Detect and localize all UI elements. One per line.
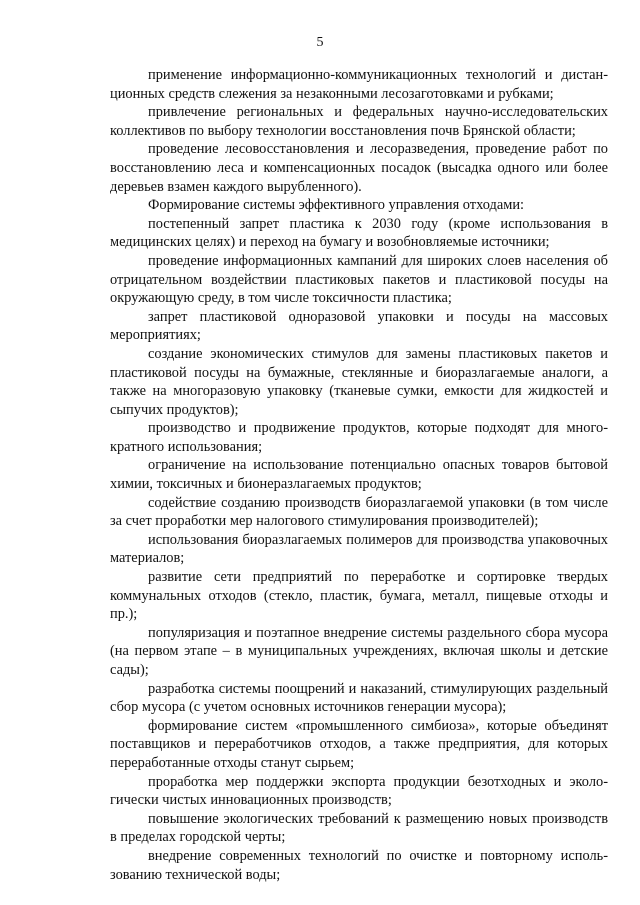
paragraph: производство и продвижение продуктов, которые подходят для многократного использования;: [110, 420, 608, 455]
paragraph: проработка мер поддержки экспорта продукции безотходных и экологически чистых инновационных производств;: [110, 773, 608, 809]
paragraph: запрет пластиковой одноразовой упаковки и посуды на массовых мероприятиях;: [110, 308, 608, 344]
paragraph: создание экономических стимулов для замены пластиковых пакетов и пластиковой посуды на бумажные, стеклянные и биоразлагаемые аналоги, а также на многоразовую упаковку (тканевые сумки, емкости для жидкостей и сыпучих продуктов);: [110, 345, 608, 418]
paragraph: формирование систем «промышленного симбиоза», которые объединят поставщиков и переработчиков отходов, а также предприятия, для которых переработанные отходы станут сырьем;: [110, 717, 608, 771]
paragraph: внедрение современных технологий по очистке и повторному использованию технической воды;: [110, 847, 608, 883]
section-heading: Формирование системы эффективного управления отходами:: [148, 197, 525, 214]
paragraph: применение информационно-коммуникационных технологий и дистанционных средств слежения за незаконными лесозаготовками и рубками;: [110, 67, 608, 102]
paragraph: популяризация и поэтапное внедрение системы раздельного сбора мусора (на первом этапе – в муниципальных учреждениях, включая школы и детские сады);: [110, 624, 608, 678]
paragraph: ограничение на использование потенциально опасных товаров бытовой химии, токсичных и бионеразлагаемых продуктов;: [110, 457, 608, 493]
paragraph: использования биоразлагаемых полимеров для производства упаковочных материалов;: [110, 531, 608, 567]
paragraph: разработка системы поощрений и наказаний, стимулирующих раздельный сбор мусора (с учетом основных источников генерации мусора);: [110, 680, 608, 716]
paragraph: содействие созданию производств биоразлагаемой упаковки (в том числе за счет проработки мер налогового стимулирования производителей);: [110, 494, 608, 530]
paragraph: проведение информационных кампаний для широких слоев населения об отрицательном воздействии пластиковых пакетов и пластиковой посуды на окружающую среду, в том числе токсичности пластика;: [110, 252, 608, 307]
document-body: [110, 66, 608, 884]
paragraph: постепенный запрет пластика к 2030 году (кроме использования в медицинских целях) и переход на бумагу и возобновляемые источники;: [110, 215, 608, 251]
paragraph: развитие сети предприятий по переработке и сортировке твердых коммунальных отходов (стекло, пластик, бумага, металл, пищевые отходы и пр.);: [110, 569, 608, 623]
paragraph: проведение лесовосстановления и лесоразведения, проведение работ по восстановлению леса и компенсационных посадок (высадка одного или более деревьев взамен каждого вырубленного).: [110, 141, 608, 195]
paragraph: привлечение региональных и федеральных научно-исследовательских коллективов по выбору технологии восстановления почв Брянской области;: [110, 104, 608, 139]
paragraph: повышение экологических требований к размещению новых производств в пределах городской черты;: [110, 810, 608, 846]
page-number: 5: [316, 35, 324, 50]
